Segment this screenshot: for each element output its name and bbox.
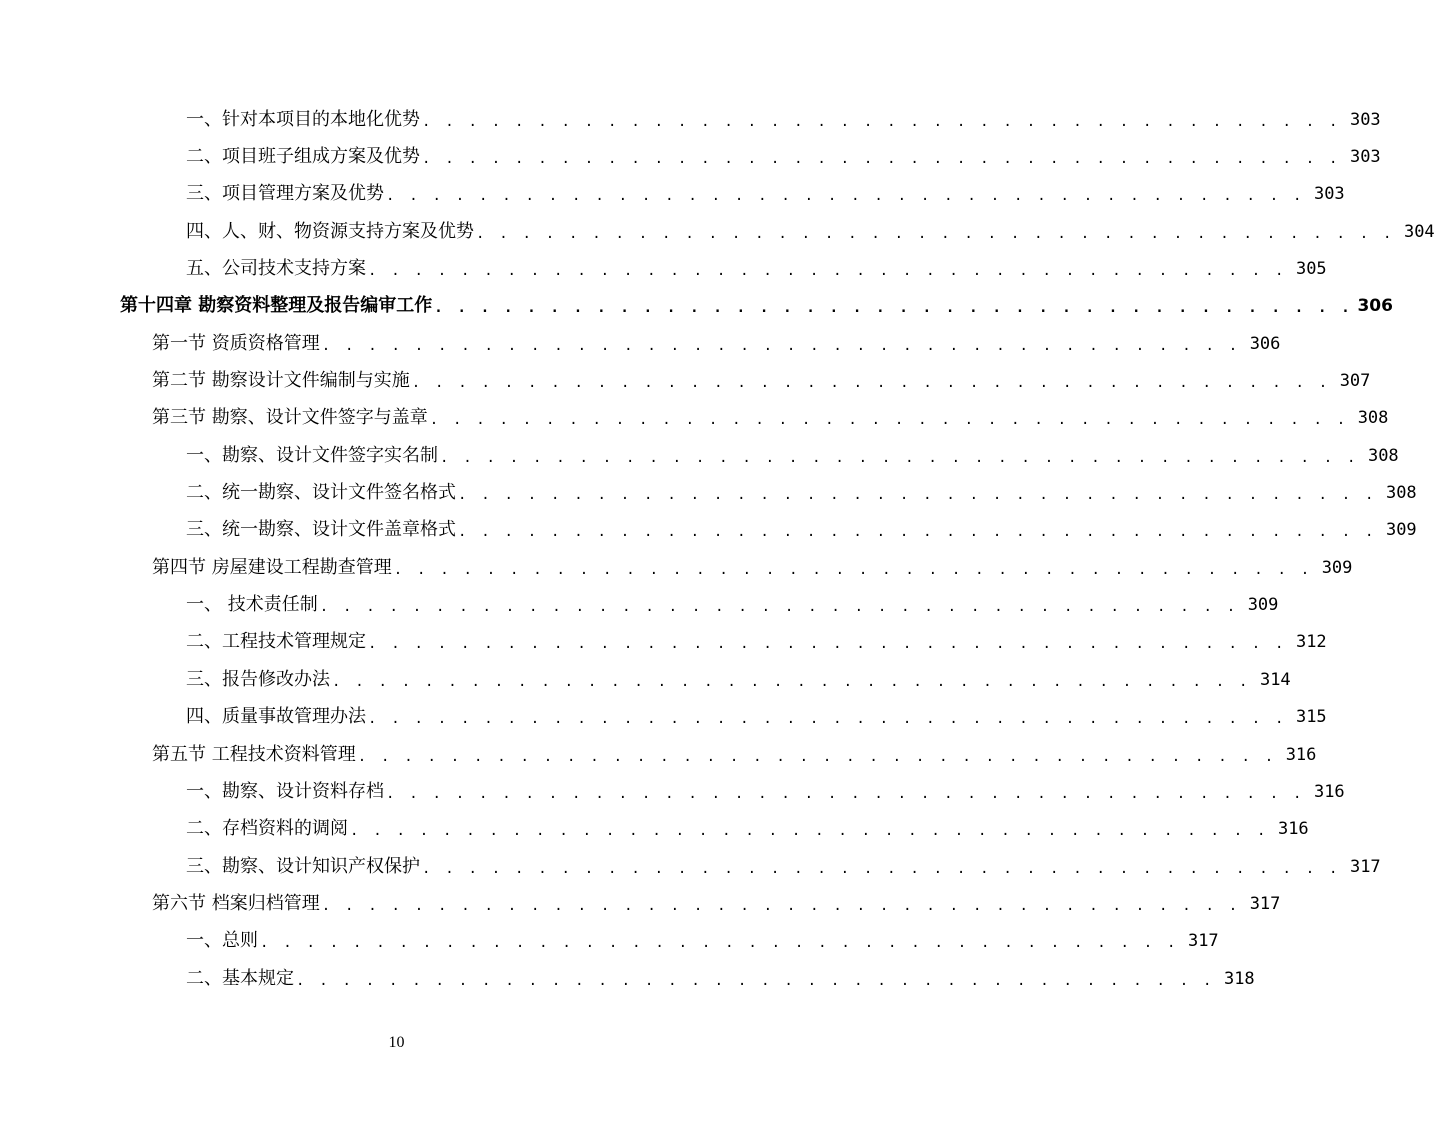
toc-section-entry[interactable] [0, 885, 1281, 922]
toc-entry-title: 第四节 房屋建设工程勘查管理 [152, 556, 392, 578]
toc-subsection-entry[interactable] [0, 699, 1327, 736]
toc-page-number: 305 [1295, 259, 1327, 280]
toc-dot-leader: . . . . . . . . . . . . . . . . . . . . . . . . . . . . . . . . . . . . . . . . [429, 412, 1349, 429]
toc-entry-title: 第二节 勘察设计文件编制与实施 [152, 370, 410, 392]
toc-page-number: 304 [1403, 221, 1435, 242]
toc-section-entry[interactable] [0, 736, 1317, 773]
toc-page-number: 314 [1259, 669, 1291, 690]
toc-page-number: 306 [1249, 333, 1281, 354]
toc-entry-title: 第十四章 勘察资料整理及报告编审工作 [120, 295, 433, 317]
toc-subsection-entry[interactable] [0, 474, 1417, 511]
toc-subsection-entry[interactable] [0, 923, 1219, 960]
toc-page-number: 317 [1349, 856, 1381, 877]
toc-entry-title: 二、存档资料的调阅 [186, 818, 348, 840]
toc-entry-title: 一、针对本项目的本地化优势 [186, 108, 420, 130]
toc-entry-title: 二、工程技术管理规定 [186, 631, 366, 653]
toc-dot-leader: . . . . . . . . . . . . . . . . . . . . . . . . . . . . . . . . . . . . . . . . [260, 935, 1179, 952]
toc-subsection-entry[interactable] [0, 101, 1381, 138]
toc-entry-title: 三、勘察、设计知识产权保护 [186, 855, 420, 877]
toc-page-number: 308 [1385, 483, 1417, 504]
toc-page-number: 309 [1321, 557, 1353, 578]
toc-dot-leader: . . . . . . . . . . . . . . . . . . . . . . . . . . . . . . . . . . . . . . . . [368, 636, 1287, 653]
toc-dot-leader: . . . . . . . . . . . . . . . . . . . . . . . . . . . . . . . . . . . . . . . . [332, 673, 1251, 690]
toc-subsection-entry[interactable] [0, 811, 1309, 848]
toc-subsection-entry[interactable] [0, 624, 1327, 661]
toc-dot-leader: . . . . . . . . . . . . . . . . . . . . . . . . . . . . . . . . . . . . . . . . [386, 785, 1305, 802]
toc-entry-title: 一、勘察、设计文件签字实名制 [186, 444, 438, 466]
toc-page-number: 312 [1295, 632, 1327, 653]
toc-dot-leader: . . . . . . . . . . . . . . . . . . . . . . . . . . . . . . . . . . . . . . . . [476, 225, 1395, 242]
toc-entry-title: 二、项目班子组成方案及优势 [186, 146, 420, 168]
toc-page-number: 315 [1295, 707, 1327, 728]
toc-page-number: 317 [1249, 893, 1281, 914]
toc-dot-leader: . . . . . . . . . . . . . . . . . . . . . . . . . . . . . . . . . . . . . . . . [440, 449, 1359, 466]
toc-entry-title: 二、统一勘察、设计文件签名格式 [186, 482, 456, 504]
toc-subsection-entry[interactable] [0, 773, 1345, 810]
toc-dot-leader: . . . . . . . . . . . . . . . . . . . . . . . . . . . . . . . . . . . . . . . . [350, 823, 1269, 840]
toc-entry-title: 五、公司技术支持方案 [186, 258, 366, 280]
toc-page-number: 318 [1223, 968, 1255, 989]
toc-subsection-entry[interactable] [0, 437, 1399, 474]
toc-page-number: 303 [1313, 184, 1345, 205]
page-number: 10 [388, 1034, 405, 1051]
toc-entry-title: 第六节 档案归档管理 [152, 892, 320, 914]
toc-section-entry[interactable] [0, 362, 1371, 399]
toc-section-entry[interactable] [0, 549, 1353, 586]
toc-dot-leader: . . . . . . . . . . . . . . . . . . . . . . . . . . . . . . . . . . . . . . . . [393, 561, 1313, 578]
toc-page-number: 306 [1357, 296, 1393, 317]
toc-page-number: 307 [1339, 371, 1371, 392]
toc-entry-title: 四、质量事故管理办法 [186, 706, 366, 728]
toc-entry-title: 第五节 工程技术资料管理 [152, 743, 356, 765]
toc-subsection-entry[interactable] [0, 661, 1291, 698]
toc-page-number: 309 [1385, 520, 1417, 541]
toc-dot-leader: . . . . . . . . . . . . . . . . . . . . . . . . . . . . . . . . . . . . . . . . [411, 375, 1331, 392]
toc-section-entry[interactable] [0, 400, 1389, 437]
toc-dot-leader: . . . . . . . . . . . . . . . . . . . . . . . . . . . . . . . . . . . . . . . . [386, 188, 1305, 205]
toc-subsection-entry[interactable] [0, 250, 1327, 287]
toc-dot-leader: . . . . . . . . . . . . . . . . . . . . . . . . . . . . . . . . . . . . . . . . [422, 113, 1341, 130]
toc-page-number: 316 [1313, 781, 1345, 802]
toc-page-number: 317 [1187, 931, 1219, 952]
toc-entry-title: 一、 技术责任制 [186, 594, 318, 616]
toc-entry-title: 一、总则 [186, 930, 258, 952]
toc-page-number: 316 [1277, 819, 1309, 840]
toc-entry-title: 第一节 资质资格管理 [152, 332, 320, 354]
toc-page-number: 308 [1367, 445, 1399, 466]
toc-page-number: 303 [1349, 147, 1381, 168]
toc-dot-leader: . . . . . . . . . . . . . . . . . . . . . . . . . . . . . . . . . . . . . . . . [319, 599, 1239, 616]
toc-dot-leader: . . . . . . . . . . . . . . . . . . . . . . . . . . . . . . . . . . . . . . . . [321, 337, 1241, 354]
toc-dot-leader: . . . . . . . . . . . . . . . . . . . . . . . . . . . . . . . . . . . . . . . . [321, 897, 1241, 914]
toc-chapter-entry[interactable] [0, 288, 1393, 325]
toc-subsection-entry[interactable] [0, 848, 1381, 885]
toc-subsection-entry[interactable] [0, 512, 1417, 549]
toc-entry-title: 四、人、财、物资源支持方案及优势 [186, 220, 474, 242]
toc-entry-title: 三、统一勘察、设计文件盖章格式 [186, 519, 456, 541]
toc-dot-leader: . . . . . . . . . . . . . . . . . . . . . . . . . . . . . . . . . . . . . . . . [458, 524, 1377, 541]
toc-subsection-entry[interactable] [0, 176, 1345, 213]
toc-subsection-entry[interactable] [0, 138, 1381, 175]
toc-dot-leader: . . . . . . . . . . . . . . . . . . . . . . . . . . . . . . . . . . . . . . . . [368, 263, 1287, 280]
toc-entry-title: 三、项目管理方案及优势 [186, 183, 384, 205]
toc-dot-leader: . . . . . . . . . . . . . . . . . . . . . . . . . . . . . . . . . . . . . . . . [422, 151, 1341, 168]
toc-dot-leader: . . . . . . . . . . . . . . . . . . . . . . . . . . . . . . . . . . . . . . . . [357, 748, 1277, 765]
toc-page-number: 309 [1247, 595, 1279, 616]
toc-page-number: 308 [1357, 408, 1389, 429]
toc-section-entry[interactable] [0, 325, 1281, 362]
toc-subsection-entry[interactable] [0, 960, 1255, 997]
toc-dot-leader: . . . . . . . . . . . . . . . . . . . . . . . . . . . . . . . . . . . . . . . . [368, 711, 1287, 728]
toc-dot-leader: . . . . . . . . . . . . . . . . . . . . . . . . . . . . . . . . . . . . . . . . [296, 972, 1215, 989]
toc-dot-leader: . . . . . . . . . . . . . . . . . . . . . . . . . . . . . . . . . . . . . . . . [458, 487, 1377, 504]
toc-subsection-entry[interactable] [0, 213, 1435, 250]
toc-entry-title: 一、勘察、设计资料存档 [186, 780, 384, 802]
toc-page-number: 303 [1349, 109, 1381, 130]
toc-dot-leader: . . . . . . . . . . . . . . . . . . . . . . . . . . . . . . . . . . . . . . . . [422, 860, 1341, 877]
toc-entry-title: 二、基本规定 [186, 967, 294, 989]
toc-page-number: 316 [1285, 744, 1317, 765]
toc-dot-leader: . . . . . . . . . . . . . . . . . . . . . . . . . . . . . . . . . . . . . . . . [434, 300, 1353, 317]
toc-entry-title: 第三节 勘察、设计文件签字与盖章 [152, 407, 428, 429]
toc-entry-title: 三、报告修改办法 [186, 668, 330, 690]
toc-subsection-entry[interactable] [0, 586, 1279, 623]
table-of-contents [0, 101, 1435, 997]
